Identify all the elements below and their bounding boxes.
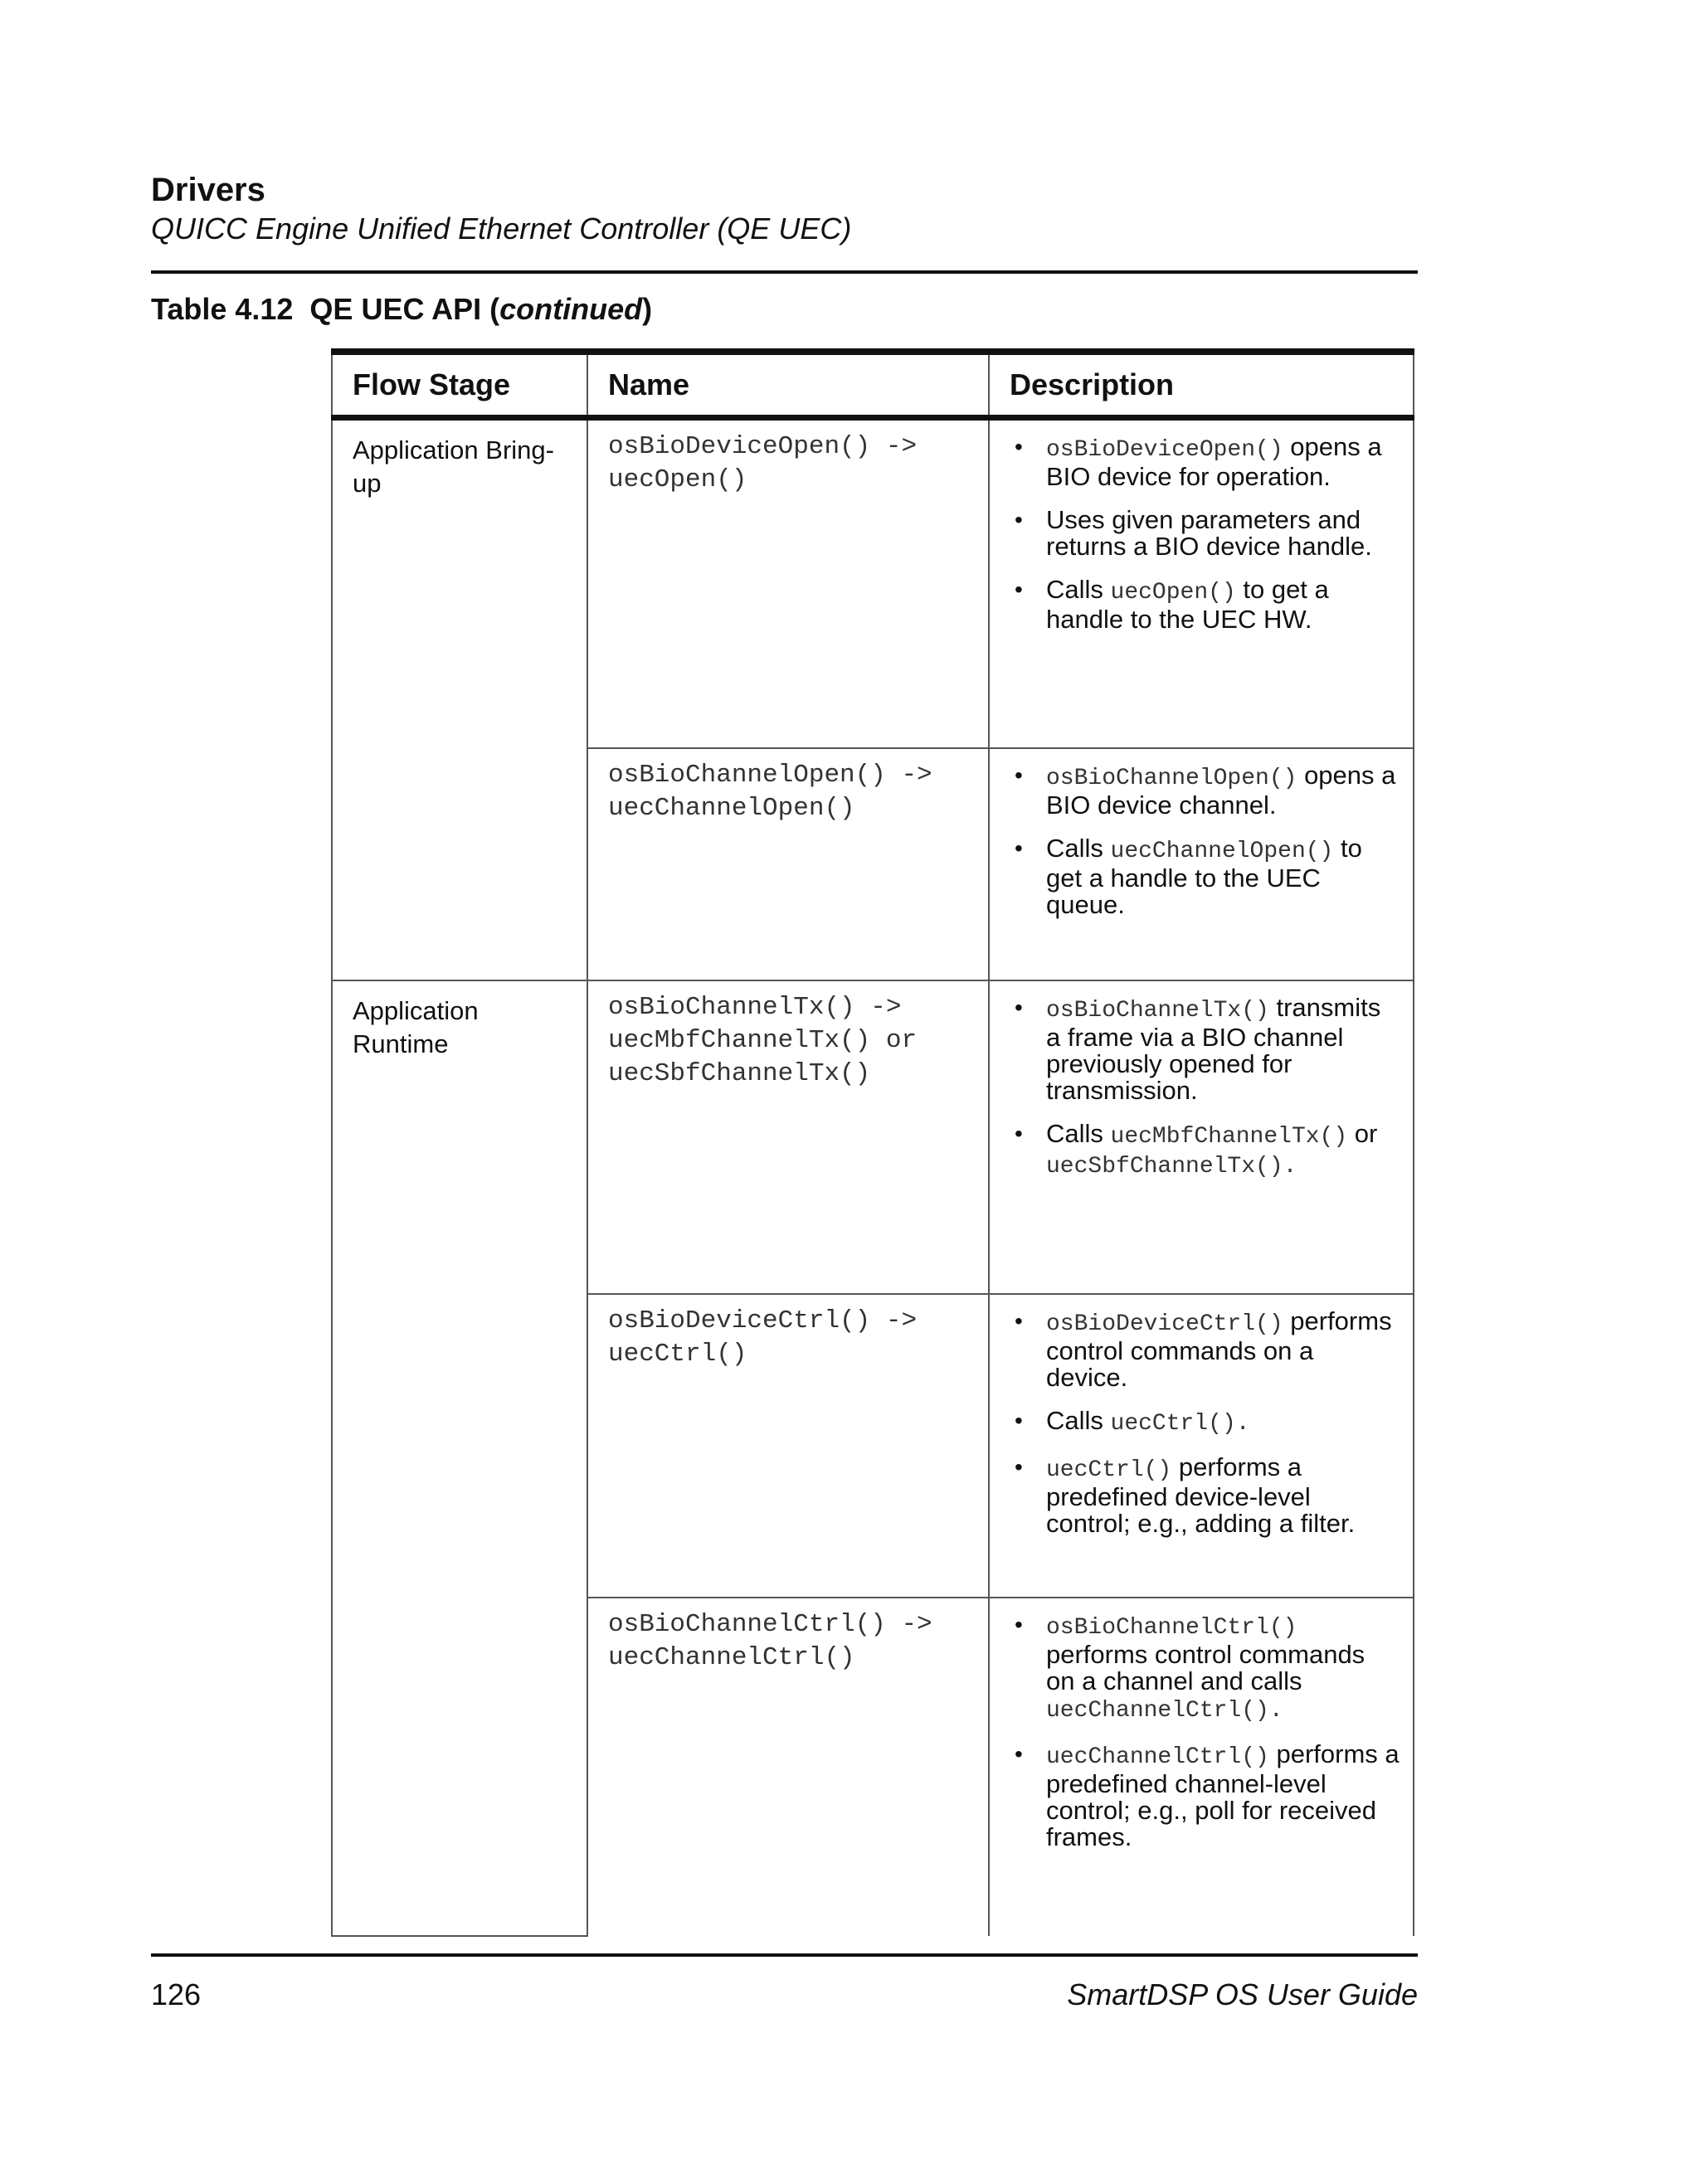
- plain-text: performs control commands on a channel and calls: [1046, 1639, 1366, 1695]
- description-bullet: [1015, 1454, 1400, 1537]
- description-cell: [989, 418, 1414, 748]
- bullet-icon: •: [1015, 1407, 1023, 1433]
- page-number: 126: [151, 1977, 202, 2011]
- bullet-icon: •: [1015, 576, 1023, 602]
- code-text: osBioDeviceCtrl(): [1046, 1311, 1283, 1337]
- code-text: osBioChannelCtrl(): [1046, 1614, 1297, 1641]
- table-caption: [151, 291, 652, 328]
- plain-text: performs a predefined device-level control; e.g., adding a filter.: [1046, 1452, 1356, 1538]
- bullet-icon: •: [1015, 1453, 1023, 1480]
- bullet-text: [1046, 762, 1400, 819]
- description-bullet: [1015, 992, 1400, 1105]
- description-bullet: [1015, 434, 1400, 490]
- api-name-cell: [587, 1598, 989, 1936]
- bullet-text: [1046, 1405, 1400, 1437]
- code-text: osBioChannelTx(): [1046, 997, 1269, 1024]
- api-name-cell: [587, 748, 989, 980]
- bullet-icon: •: [1015, 994, 1023, 1020]
- header-rule: [151, 270, 1418, 274]
- description-cell: [989, 1294, 1414, 1598]
- bullet-text: [1046, 1741, 1400, 1851]
- code-text: uecChannelOpen(): [1110, 838, 1334, 864]
- bullet-text: [1046, 992, 1400, 1105]
- plain-text: Uses given parameters and returns a BIO device handle.: [1046, 505, 1372, 561]
- code-text: uecChannelCtrl().: [1046, 1697, 1283, 1724]
- bullet-text: [1046, 1118, 1400, 1180]
- bullet-icon: •: [1015, 1611, 1023, 1637]
- guide-title: SmartDSP OS User Guide: [1067, 1977, 1418, 2011]
- plain-text: Calls: [1046, 575, 1111, 604]
- plain-text: opens a BIO device for operation.: [1046, 432, 1382, 491]
- code-text: uecChannelCtrl(): [1046, 1744, 1269, 1770]
- table-row: [332, 418, 1414, 748]
- bullet-icon: •: [1015, 1740, 1023, 1767]
- section-title: Drivers: [151, 172, 265, 208]
- api-function-name: uecChannelOpen(): [608, 793, 855, 823]
- header-flow-stage: Flow Stage: [332, 352, 587, 418]
- plain-text: transmits a frame via a BIO channel previously opened for transmission.: [1046, 992, 1381, 1105]
- api-function-name: osBioChannelCtrl() ->: [608, 1609, 932, 1639]
- table-row: [332, 980, 1414, 1294]
- bullet-icon: •: [1015, 1120, 1023, 1146]
- caption-continued: continued: [499, 292, 643, 326]
- code-text: uecCtrl().: [1110, 1410, 1250, 1437]
- api-function-name: osBioChannelTx() ->: [608, 992, 902, 1022]
- bullet-icon: •: [1015, 434, 1023, 460]
- plain-text: to get a handle to the UEC HW.: [1046, 575, 1329, 634]
- api-function-name: osBioDeviceOpen() ->: [608, 432, 918, 461]
- api-name-cell: [587, 1294, 989, 1598]
- bullet-text: [1046, 835, 1400, 918]
- description-cell: [989, 748, 1414, 980]
- plain-text: Calls: [1046, 1405, 1111, 1435]
- api-function-name: uecMbfChannelTx() or: [608, 1025, 918, 1055]
- description-bullet: [1015, 1741, 1400, 1851]
- plain-text: Calls: [1046, 1118, 1111, 1148]
- description-bullet: [1015, 1308, 1400, 1391]
- footer-rule: [151, 1953, 1418, 1957]
- description-bullet: [1015, 1612, 1400, 1724]
- bullet-icon: •: [1015, 834, 1023, 861]
- table-header-row: [332, 352, 1414, 418]
- header-name: Name: [587, 352, 989, 418]
- description-bullet: [1015, 507, 1400, 560]
- code-text: osBioDeviceOpen(): [1046, 437, 1283, 463]
- header-description: Description: [989, 352, 1414, 418]
- api-function-name: uecCtrl(): [608, 1339, 747, 1369]
- plain-text: to get a handle to the UEC queue.: [1046, 833, 1362, 919]
- code-text: uecOpen(): [1110, 580, 1236, 606]
- plain-text: performs a predefined channel-level control; e.g., poll for received frames.: [1046, 1739, 1400, 1851]
- api-function-name: uecChannelCtrl(): [608, 1642, 855, 1672]
- code-text: uecCtrl(): [1046, 1457, 1172, 1483]
- bullet-icon: •: [1015, 507, 1023, 533]
- description-bullet: [1015, 762, 1400, 819]
- bullet-text: [1046, 1612, 1400, 1724]
- api-name-cell: [587, 418, 989, 748]
- api-function-name: uecSbfChannelTx(): [608, 1058, 871, 1088]
- bullet-icon: •: [1015, 761, 1023, 788]
- plain-text: performs control commands on a device.: [1046, 1306, 1392, 1392]
- api-table: [331, 348, 1414, 1937]
- description-cell: [989, 1598, 1414, 1936]
- description-cell: [989, 980, 1414, 1294]
- flow-stage-cell: Application Bring-up: [332, 418, 587, 980]
- plain-text: Calls: [1046, 833, 1111, 863]
- bullet-text: [1046, 576, 1400, 633]
- bullet-text: [1046, 1454, 1400, 1537]
- plain-text: opens a BIO device channel.: [1046, 760, 1396, 820]
- api-function-name: uecOpen(): [608, 465, 747, 494]
- plain-text: or: [1347, 1118, 1378, 1148]
- bullet-icon: •: [1015, 1307, 1023, 1334]
- bullet-text: [1046, 434, 1400, 490]
- api-name-cell: [587, 980, 989, 1294]
- caption-suffix: ): [642, 292, 653, 326]
- bullet-text: [1046, 507, 1400, 560]
- code-text: uecMbfChannelTx(): [1110, 1123, 1348, 1150]
- code-text: uecSbfChannelTx().: [1046, 1153, 1297, 1180]
- caption-prefix: Table 4.12 QE UEC API (: [151, 292, 500, 326]
- section-subtitle: QUICC Engine Unified Ethernet Controller (QE UEC): [151, 212, 852, 246]
- api-function-name: osBioDeviceCtrl() ->: [608, 1306, 918, 1335]
- description-bullet: [1015, 1405, 1400, 1437]
- flow-stage-cell: Application Runtime: [332, 980, 587, 1936]
- description-bullet: [1015, 576, 1400, 633]
- description-bullet: [1015, 835, 1400, 918]
- bullet-text: [1046, 1308, 1400, 1391]
- code-text: osBioChannelOpen(): [1046, 765, 1297, 791]
- api-function-name: osBioChannelOpen() ->: [608, 760, 932, 790]
- description-bullet: [1015, 1118, 1400, 1180]
